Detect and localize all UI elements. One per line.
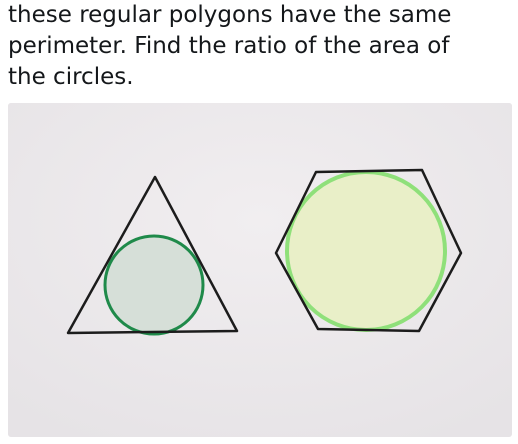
post-text (8, 0, 513, 93)
hexagon-inscribed-circle (287, 172, 445, 330)
photo-attachment[interactable] (8, 103, 512, 437)
post-text-line-1: these regular polygons have the same (8, 2, 452, 28)
post-text-line-2: perimeter. Find the ratio of the area of (8, 33, 450, 59)
triangle-inscribed-circle (105, 236, 203, 334)
post-text-line-3: the circles. (8, 64, 134, 90)
photo-drawing (8, 103, 512, 437)
